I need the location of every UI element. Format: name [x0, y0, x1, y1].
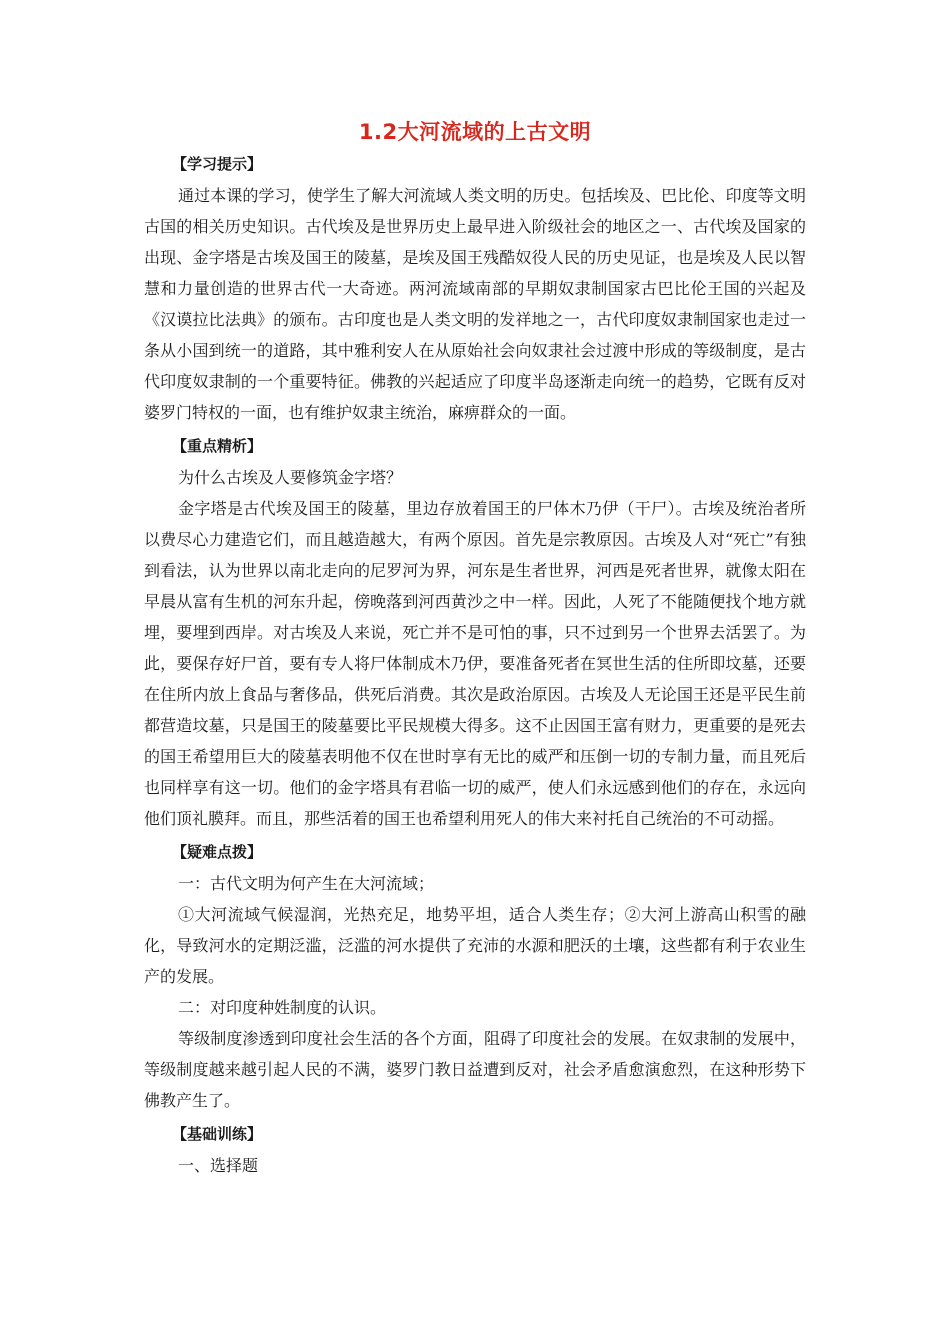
difficult-answer-1: ①大河流域气候湿润，光热充足，地势平坦，适合人类生存；②大河上游高山积雪的融化，导致河水的定期泛滥，泛滥的河水提供了充沛的水源和肥沃的土壤，这些都有利于农业生产的发展。: [144, 905, 806, 986]
key-question: 为什么古埃及人要修筑金字塔？: [178, 468, 403, 487]
tips-paragraph: 通过本课的学习，使学生了解大河流域人类文明的历史。包括埃及、巴比伦、印度等文明古国的相关历史知识。古代埃及是世界历史上最早进入阶级社会的地区之一、古代埃及国家的出现、金字塔是古埃及国王的陵墓，是埃及国王残酷奴役人民的历史见证，也是埃及人民以智慧和力量创造的世界古代一大奇迹。两河流域南部的早期奴隶制国家古巴比伦王国的兴起及《汉谟拉比法典》的颁布。古印度也是人类文明的发祥地之一，古代印度奴隶制国家也走过一条从小国到统一的道路，其中雅利安人在从原始社会向奴隶社会过渡中形成的等级制度，是古代印度奴隶制的一个重要特征。佛教的兴起适应了印度半岛逐渐走向统一的趋势，它既有反对婆罗门特权的一面，也有维护奴隶主统治，麻痹群众的一面。: [144, 186, 806, 422]
page-title: 1.2大河流域的上古文明: [358, 120, 592, 144]
practice-item-1: 一、选择题: [178, 1156, 259, 1175]
section-heading-difficult: 【疑难点拨】: [172, 843, 263, 861]
difficult-question-1: 一：古代文明为何产生在大河流域；: [178, 874, 435, 893]
key-paragraph: 金字塔是古代埃及国王的陵墓，里边存放着国王的尸体木乃伊（干尸）。古埃及统治者所以费尽心力建造它们，而且越造越大，有两个原因。首先是宗教原因。古埃及人对“死亡”有独到看法，认为世界以南北走向的尼罗河为界，河东是生者世界，河西是死者世界，就像太阳在早晨从富有生机的河东升起，傍晚落到河西黄沙之中一样。因此，人死了不能随便找个地方就埋，要埋到西岸。对古埃及人来说，死亡并不是可怕的事，只不过到另一个世界去活罢了。为此，要保存好尸首，要有专人将尸体制成木乃伊，要准备死者在冥世生活的住所即坟墓，还要在住所内放上食品与奢侈品，供死后消费。其次是政治原因。古埃及人无论国王还是平民生前都营造坟墓，只是国王的陵墓要比平民规模大得多。这不止因国王富有财力，更重要的是死去的国王希望用巨大的陵墓表明他不仅在世时享有无比的威严和压倒一切的专制力量，而且死后也同样享有这一切。他们的金字塔具有君临一切的威严，使人们永远感到他们的存在，永远向他们顶礼膜拜。而且，那些活着的国王也希望利用死人的伟大来衬托自己统治的不可动摇。: [144, 499, 806, 828]
difficult-answer-2: 等级制度渗透到印度社会生活的各个方面，阻碍了印度社会的发展。在奴隶制的发展中，等级制度越来越引起人民的不满，婆罗门教日益遭到反对，社会矛盾愈演愈烈，在这种形势下佛教产生了。: [144, 1029, 806, 1110]
section-heading-key: 【重点精析】: [172, 437, 263, 455]
section-heading-practice: 【基础训练】: [172, 1125, 263, 1143]
section-heading-tips: 【学习提示】: [172, 155, 263, 173]
difficult-question-2: 二：对印度种姓制度的认识。: [178, 998, 387, 1017]
document-body: [144, 146, 806, 1181]
